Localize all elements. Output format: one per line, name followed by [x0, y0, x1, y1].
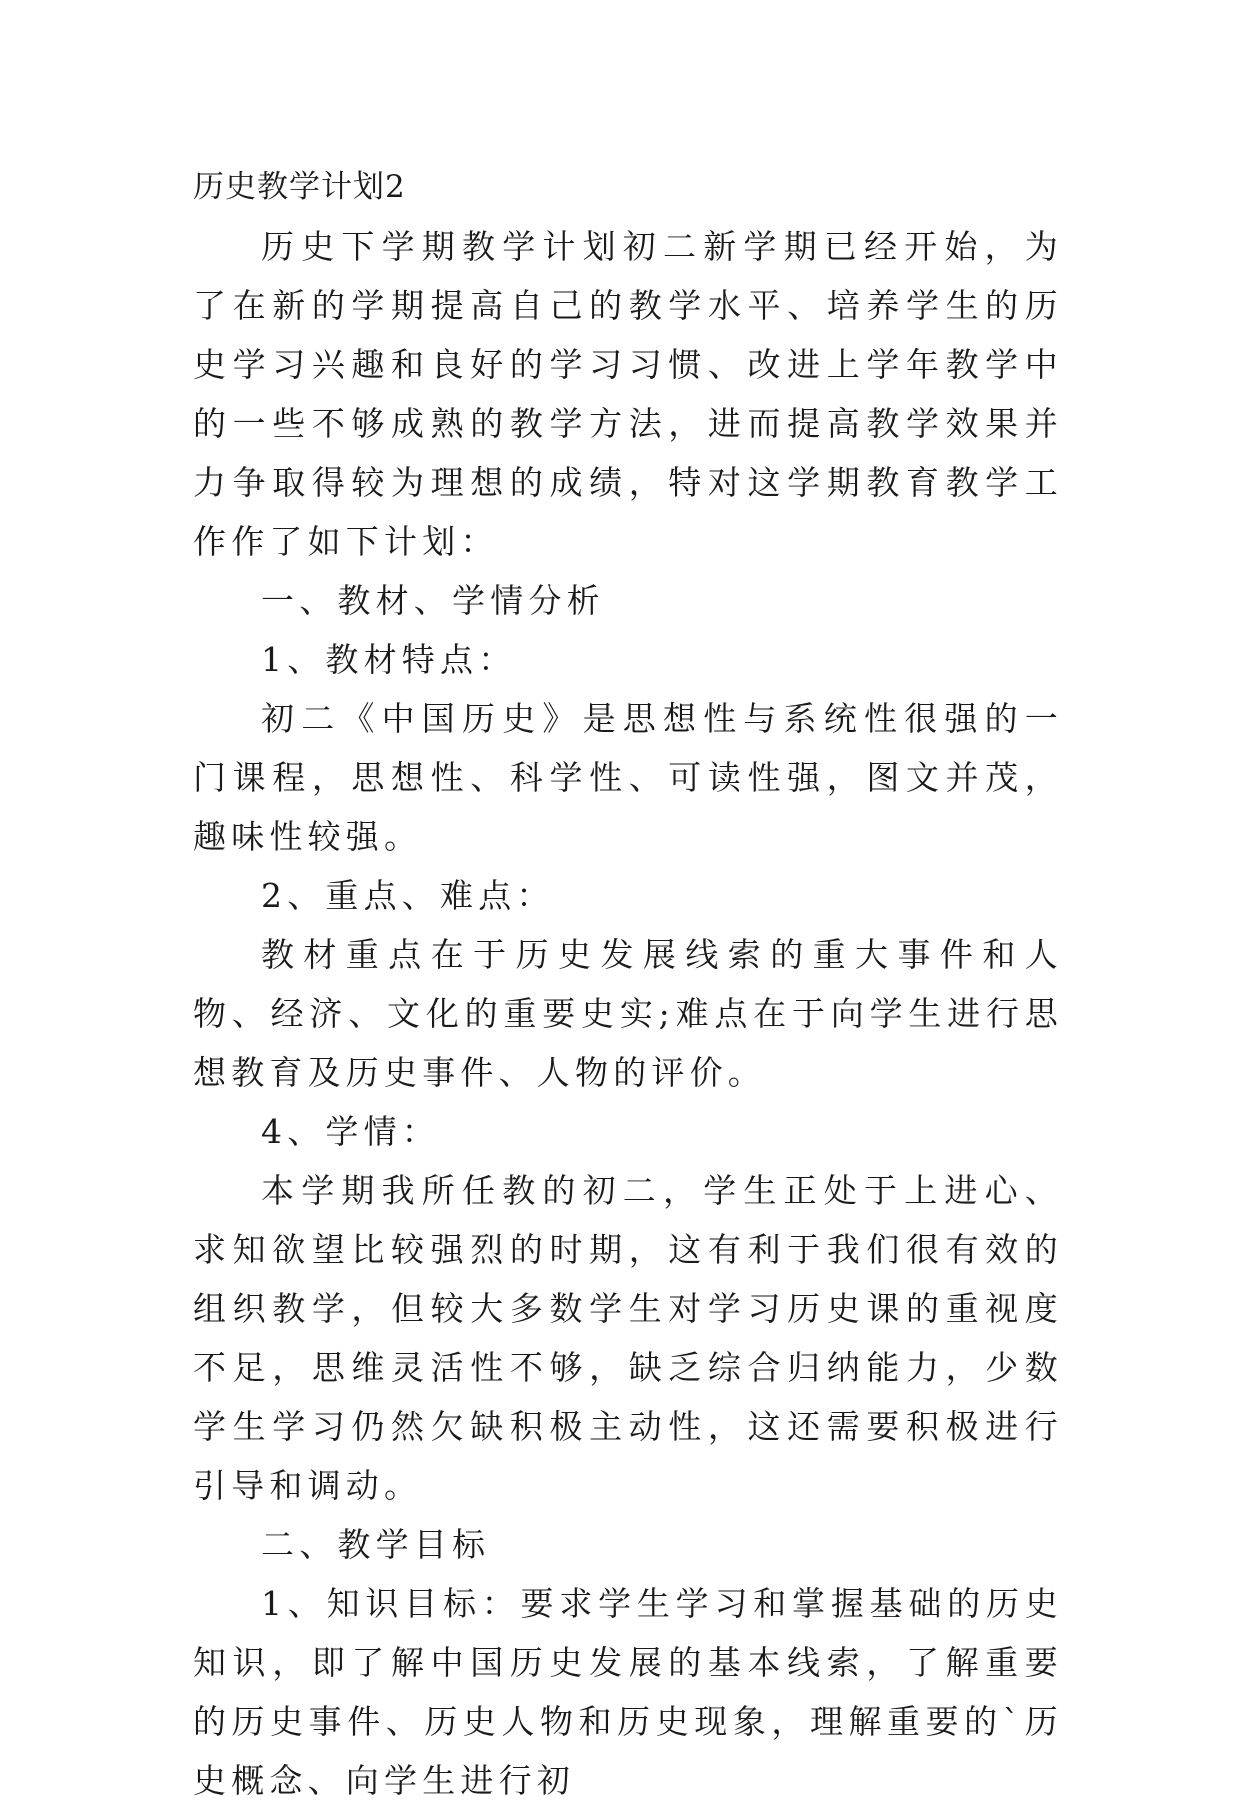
key-points-paragraph: 教材重点在于历史发展线索的重大事件和人物、经济、文化的重要史实;难点在于向学生进行思想教育及历史事件、人物的评价。 [193, 935, 1063, 1092]
subheading-key-points: 2、重点、难点： [261, 876, 555, 915]
student-situation-paragraph: 本学期我所任教的初二，学生正处于上进心、求知欲望比较强烈的时期，这有利于我们很有效的组织教学，但较大多数学生对学习历史课的重视度不足，思维灵活性不够，缺乏综合归纳能力，少数学生学习仍然欠缺积极主动性，这还需要积极进行引导和调动。 [193, 1171, 1063, 1505]
section-heading-teaching-goals: 二、教学目标 [261, 1525, 491, 1564]
section-heading-materials-analysis: 一、教材、学情分析 [261, 581, 605, 620]
document-title: 历史教学计划2 [193, 169, 406, 205]
knowledge-goal-paragraph: 1、知识目标：要求学生学习和掌握基础的历史知识，即了解中国历史发展的基本线索，了解重要的历史事件、历史人物和历史现象，理解重要的`历史概念、向学生进行初 [193, 1584, 1063, 1800]
subheading-student-situation: 4、学情： [261, 1112, 440, 1151]
intro-paragraph: 历史下学期教学计划初二新学期已经开始，为了在新的学期提高自己的教学水平、培养学生的历史学习兴趣和良好的学习习惯、改进上学年教学中的一些不够成熟的教学方法，进而提高教学效果并力争取得较为理想的成绩，特对这学期教育教学工作作了如下计划： [193, 227, 1063, 561]
document-page [193, 157, 1063, 1810]
textbook-features-paragraph: 初二《中国历史》是思想性与系统性很强的一门课程，思想性、科学性、可读性强，图文并茂，趣味性较强。 [193, 699, 1063, 856]
subheading-textbook-features: 1、教材特点： [261, 640, 517, 679]
